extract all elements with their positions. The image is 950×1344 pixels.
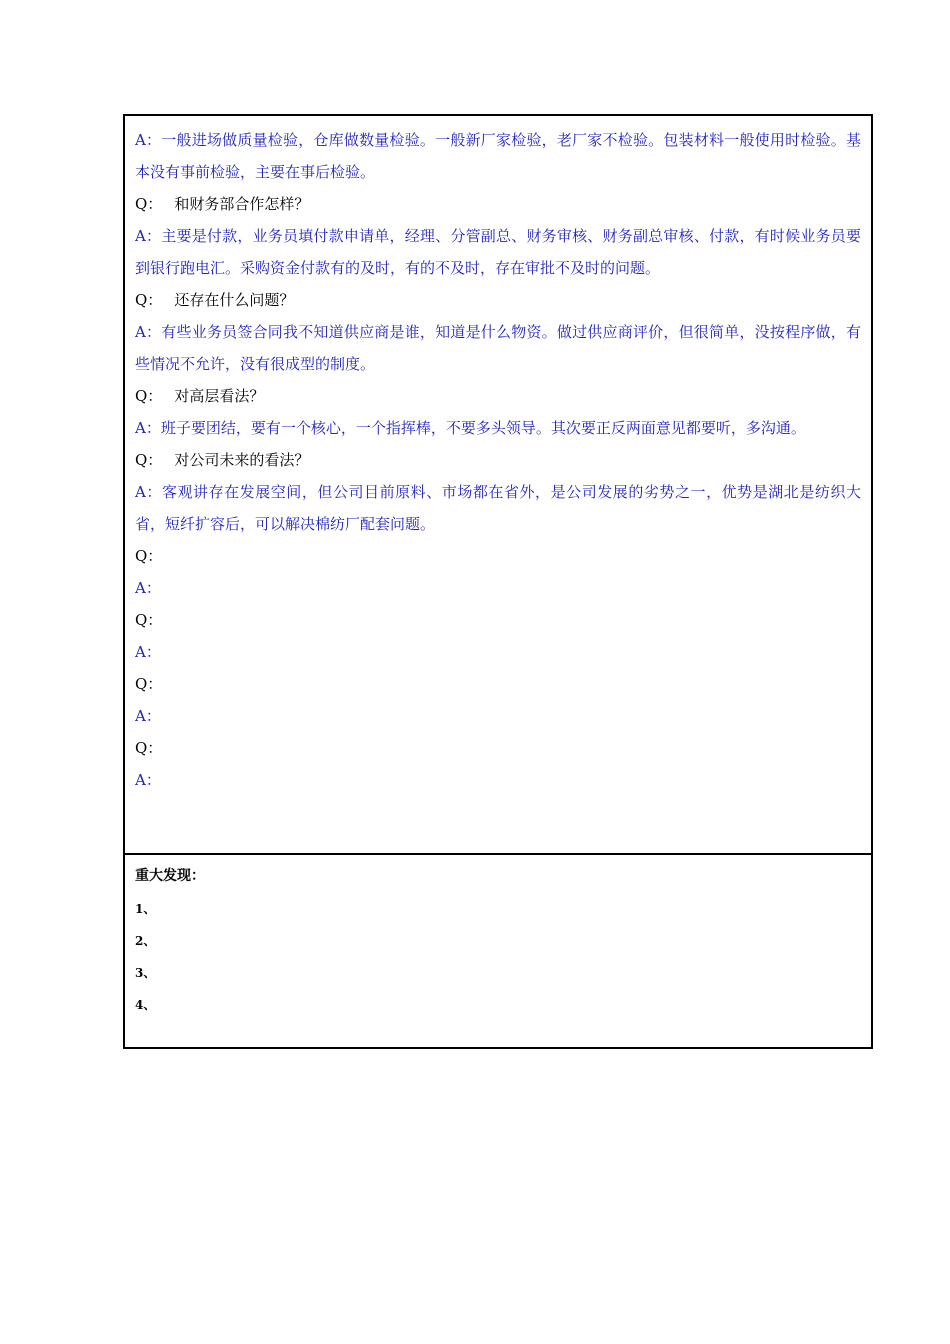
question-prefix: Q：: [135, 291, 163, 309]
qa-section: [124, 115, 872, 854]
answer-line: [135, 412, 861, 444]
question-line: [135, 188, 861, 220]
question-prefix: Q：: [135, 611, 163, 629]
answer-text: 一般进场做质量检验，仓库做数量检验。一般新厂家检验，老厂家不检验。包装材料一般使用时检验。基本没有事前检验，主要在事后检验。: [135, 131, 861, 181]
interview-record-table: [123, 114, 873, 1049]
answer-prefix: A：: [135, 131, 162, 149]
answer-line: [135, 220, 861, 284]
answer-text: 主要是付款，业务员填付款申请单，经理、分管副总、财务审核、财务副总审核、付款，有时候业务员要到银行跑电汇。采购资金付款有的及时，有的不及时，存在审批不及时的问题。: [135, 227, 861, 277]
answer-prefix: A：: [135, 227, 162, 245]
qa-list: [125, 116, 871, 796]
answer-text: 班子要团结，要有一个核心，一个指挥棒，不要多头领导。其次要正反两面意见都要听，多沟通。: [160, 419, 806, 437]
question-prefix: Q：: [135, 451, 163, 469]
answer-text: 客观讲存在发展空间，但公司目前原料、市场都在省外，是公司发展的劣势之一，优势是湖北是纺织大省，短纤扩容后，可以解决棉纺厂配套问题。: [135, 483, 861, 533]
answer-line: [135, 316, 861, 380]
finding-item: 4、: [135, 998, 156, 1012]
answer-prefix: A：: [135, 483, 162, 501]
question-line: [135, 540, 861, 572]
question-line: [135, 732, 861, 764]
answer-prefix: A：: [135, 579, 161, 597]
question-prefix: Q：: [135, 195, 163, 213]
findings-section: [124, 854, 872, 1048]
findings-list: [135, 893, 861, 1021]
question-line: [135, 444, 861, 476]
question-text: 还存在什么问题？: [174, 291, 295, 309]
question-text: 对公司未来的看法？: [174, 451, 310, 469]
question-text: 对高层看法？: [174, 387, 265, 405]
answer-prefix: A：: [135, 323, 162, 341]
answer-prefix: A：: [135, 643, 161, 661]
question-line: [135, 284, 861, 316]
question-prefix: Q：: [135, 739, 163, 757]
answer-line: [135, 700, 861, 732]
answer-line: [135, 572, 861, 604]
finding-item: 2、: [135, 934, 156, 948]
question-line: [135, 668, 861, 700]
answer-prefix: A：: [135, 771, 161, 789]
question-prefix: Q：: [135, 387, 163, 405]
answer-line: [135, 124, 861, 188]
answer-line: [135, 476, 861, 540]
answer-line: [135, 636, 861, 668]
answer-line: [135, 764, 861, 796]
answer-text: 有些业务员签合同我不知道供应商是谁，知道是什么物资。做过供应商评价，但很简单，没按程序做，有些情况不允许，没有很成型的制度。: [135, 323, 861, 373]
answer-prefix: A：: [135, 419, 161, 437]
finding-item: 1、: [135, 902, 156, 916]
answer-prefix: A：: [135, 707, 161, 725]
question-prefix: Q：: [135, 675, 163, 693]
question-line: [135, 604, 861, 636]
question-text: 和财务部合作怎样？: [174, 195, 310, 213]
findings-title: 重大发现：: [135, 868, 205, 884]
question-line: [135, 380, 861, 412]
question-prefix: Q：: [135, 547, 163, 565]
finding-item: 3、: [135, 966, 156, 980]
